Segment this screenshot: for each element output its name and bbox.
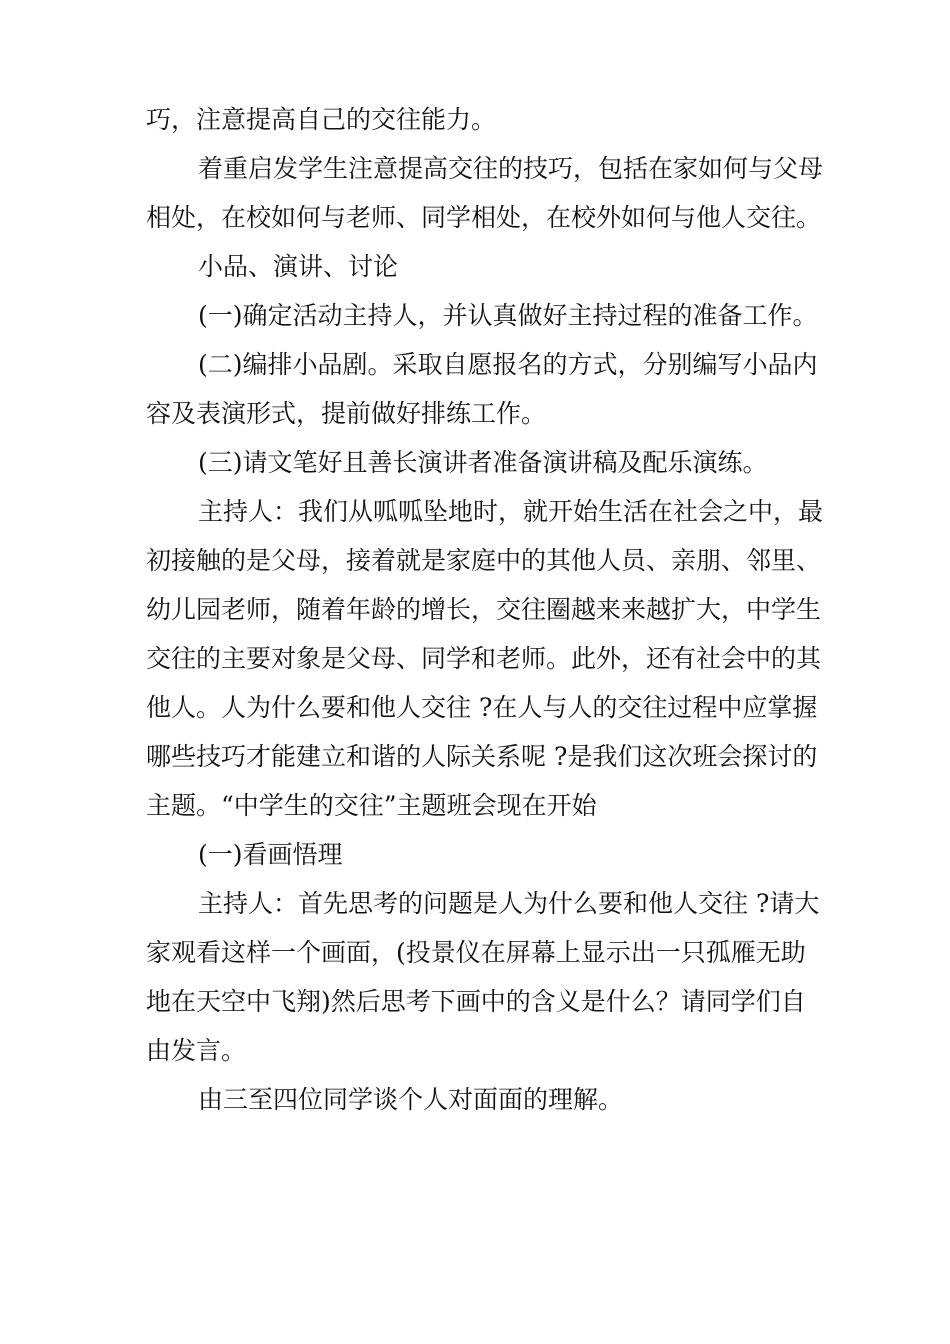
paragraph-student-discussion: 由三至四位同学谈个人对面面的理解。 bbox=[198, 1085, 624, 1114]
paragraph-section-heading: (一)看画悟理 bbox=[198, 840, 343, 869]
paragraph-step-host: (一)确定活动主持人，并认真做好主持过程的准备工作。 bbox=[198, 301, 818, 330]
paragraph-step-speech: (三)请文笔好且善长演讲者准备演讲稿及配乐演练。 bbox=[198, 448, 768, 477]
document-body bbox=[146, 95, 826, 1124]
paragraph-continuation: 巧，注意提高自己的交往能力。 bbox=[146, 105, 497, 134]
paragraph-step-skit: (二)编排小品剧。采取自愿报名的方式，分别编写小品内容及表演形式，提前做好排练工作。 bbox=[146, 350, 818, 428]
paragraph-skills-focus: 着重启发学生注意提高交往的技巧，包括在家如何与父母相处，在校如何与老师、同学相处，在校外如何与他人交往。 bbox=[146, 154, 824, 232]
paragraph-host-opening: 主持人：我们从呱呱坠地时，就开始生活在社会之中，最初接触的是父母，接着就是家庭中的其他人员、亲朋、邻里、幼儿园老师，随着年龄的增长，交往圈越来来越扩大，中学生交往的主要对象是父母、同学和老师。此外，还有社会中的其他人。人为什么要和他人交往 ?在人与人的交往过程中应掌握哪些技巧才能建立和谐的人际关系呢 ?是我们这次班会探讨的主题。“中学生的交往”主题班会现在开始 bbox=[146, 497, 824, 820]
paragraph-host-question: 主持人：首先思考的问题是人为什么要和他人交往 ?请大家观看这样一个画面，(投景仪在屏幕上显示出一只孤雁无助地在天空中飞翔)然后思考下画中的含义是什么？请同学们自由发言。 bbox=[146, 889, 820, 1065]
paragraph-activity-forms: 小品、演讲、讨论 bbox=[198, 252, 399, 281]
